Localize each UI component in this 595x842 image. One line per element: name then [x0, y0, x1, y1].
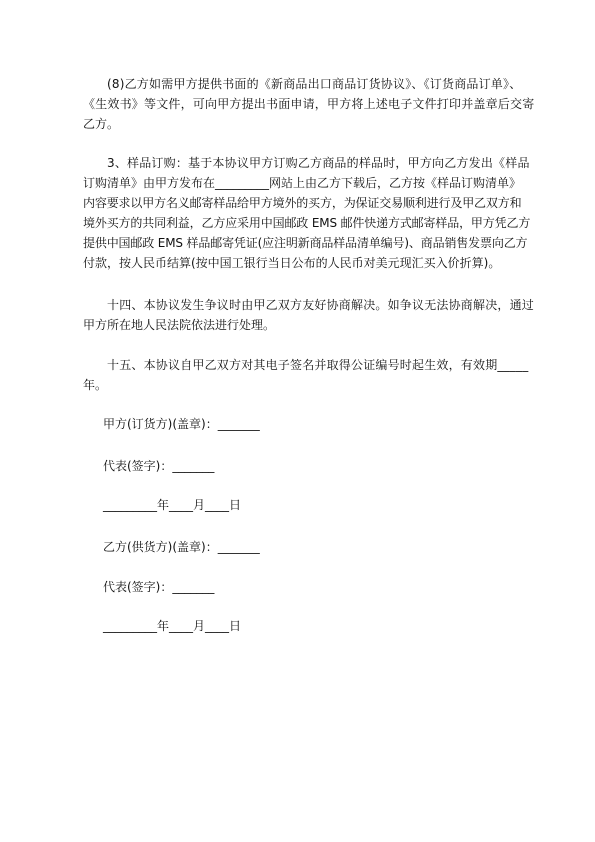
party-a-date-field: _________年____月____日	[103, 498, 242, 512]
clause-3-line: 订购清单》由甲方发布在_________网站上由乙方下载后，乙方按《样品订购清单》	[83, 176, 522, 190]
clause-14-paragraph	[83, 295, 535, 335]
party-b-seal-field: 乙方(供货方)(盖章)：_______	[103, 540, 260, 554]
clause-3-paragraph	[83, 153, 531, 273]
clause-14-line: 甲方所在地人民法院依法进行处理。	[83, 318, 276, 332]
party-b-date-field: _________年____月____日	[103, 619, 242, 633]
party-b-representative-field: 代表(签字)：_______	[103, 580, 215, 594]
clause-14-line: 十四、本协议发生争议时由甲乙双方友好协商解决。如争议无法协商解决，通过	[107, 298, 535, 312]
clause-3-line: 提供中国邮政 EMS 样品邮寄凭证(应注明新商品样品清单编号)、商品销售发票向乙方	[83, 236, 528, 250]
clause-8-line: 乙方。	[83, 117, 120, 131]
party-a-representative-field: 代表(签字)：_______	[103, 459, 215, 473]
clause-3-line: 3、样品订购：基于本协议甲方订购乙方商品的样品时，甲方向乙方发出《样品	[107, 156, 530, 170]
clause-15-paragraph	[83, 355, 529, 395]
clause-8-line: (8)乙方如需甲方提供书面的《新商品出口商品订货协议》、《订货商品订单》、	[107, 77, 522, 91]
clause-3-line: 内容要求以甲方名义邮寄样品给甲方境外的买方，为保证交易顺利进行及甲乙双方和	[83, 196, 522, 210]
clause-3-line: 境外买方的共同利益，乙方应采用中国邮政 EMS 邮件快递方式邮寄样品，甲方凭乙方	[83, 216, 531, 230]
clause-3-line: 付款，按人民币结算(按中国工银行当日公布的人民币对美元现汇买入价折算)。	[83, 256, 501, 270]
clause-8-line: 《生效书》等文件，可向甲方提出书面申请，甲方将上述电子文件打印并盖章后交寄	[83, 97, 535, 111]
clause-15-line: 年。	[83, 378, 108, 392]
party-a-seal-field: 甲方(订货方)(盖章)：_______	[103, 417, 260, 431]
clause-15-line: 十五、本协议自甲乙双方对其电子签名并取得公证编号时起生效，有效期_____	[107, 358, 529, 372]
clause-8-paragraph	[83, 74, 535, 134]
